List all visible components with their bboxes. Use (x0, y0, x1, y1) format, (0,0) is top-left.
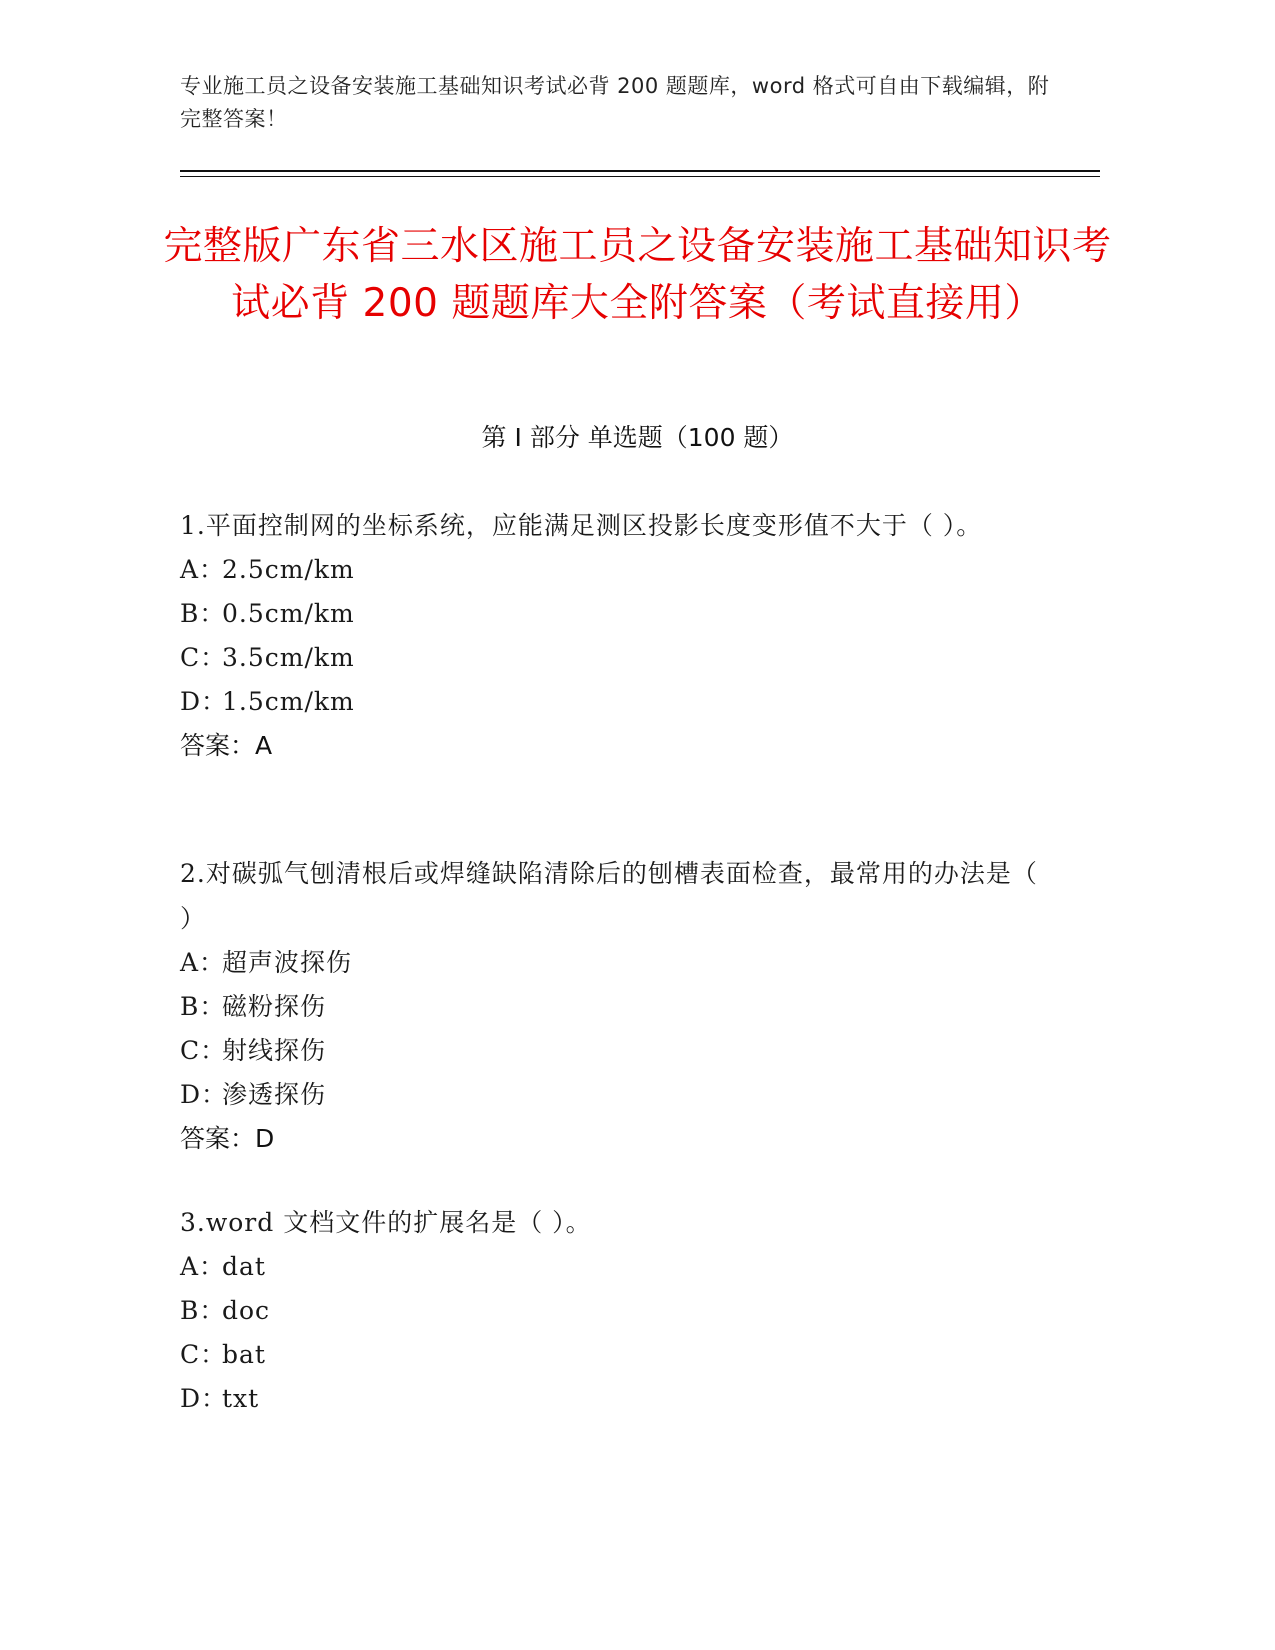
option-d (180, 1073, 1060, 1117)
option-key: A： (180, 948, 226, 977)
option-c (180, 1029, 1060, 1073)
option-b (180, 985, 1060, 1029)
question-text: 1.平面控制网的坐标系统，应能满足测区投影长度变形值不大于（ ）。 (180, 511, 983, 540)
header-note: 专业施工员之设备安装施工基础知识考试必背 200 题题库，word 格式可自由下载编辑，附完整答案！ (180, 74, 1050, 131)
option-text: bat (222, 1340, 266, 1369)
option-key: D： (180, 687, 228, 716)
option-key: B： (180, 599, 226, 628)
question-text: 2.对碳弧气刨清根后或焊缝缺陷清除后的刨槽表面检查，最常用的办法是（ ） (180, 859, 1038, 933)
option-key: D： (180, 1384, 228, 1413)
option-text: 3.5cm/km (222, 643, 355, 672)
option-text: 2.5cm/km (222, 555, 355, 584)
option-text: 射线探伤 (222, 1036, 327, 1065)
answer-label: 答案：A (180, 731, 273, 760)
option-key: C： (180, 1036, 227, 1065)
option-c (180, 1333, 1060, 1377)
question-3 (180, 1200, 1060, 1421)
option-key: B： (180, 992, 226, 1021)
option-a (180, 1245, 1060, 1289)
option-text: dat (222, 1252, 266, 1281)
option-text: 超声波探伤 (222, 948, 353, 977)
option-text: doc (222, 1296, 271, 1325)
option-a (180, 941, 1060, 985)
option-b (180, 592, 1060, 636)
option-d (180, 1377, 1060, 1421)
question-2 (180, 851, 1060, 1161)
option-b (180, 1289, 1060, 1333)
option-key: C： (180, 1340, 227, 1369)
option-c (180, 636, 1060, 680)
option-text: txt (222, 1384, 260, 1413)
header-rule-thick (180, 170, 1100, 172)
option-key: B： (180, 1296, 226, 1325)
header-rule-thin (180, 176, 1100, 177)
option-text: 磁粉探伤 (222, 992, 327, 1021)
option-text: 0.5cm/km (222, 599, 355, 628)
option-key: A： (180, 555, 226, 584)
question-1 (180, 503, 1060, 768)
section-title: 第 I 部分 单选题（100 题） (481, 423, 794, 452)
option-text: 1.5cm/km (222, 687, 355, 716)
option-text: 渗透探伤 (222, 1080, 327, 1109)
option-key: D： (180, 1080, 228, 1109)
option-a (180, 548, 1060, 592)
question-text: 3.word 文档文件的扩展名是（ ）。 (180, 1208, 592, 1237)
option-key: C： (180, 643, 227, 672)
document-title: 完整版广东省三水区施工员之设备安装施工基础知识考试必背 200 题题库大全附答案（考试直接用） (163, 224, 1112, 326)
option-d (180, 680, 1060, 724)
option-key: A： (180, 1252, 226, 1281)
answer-label: 答案：D (180, 1124, 275, 1153)
